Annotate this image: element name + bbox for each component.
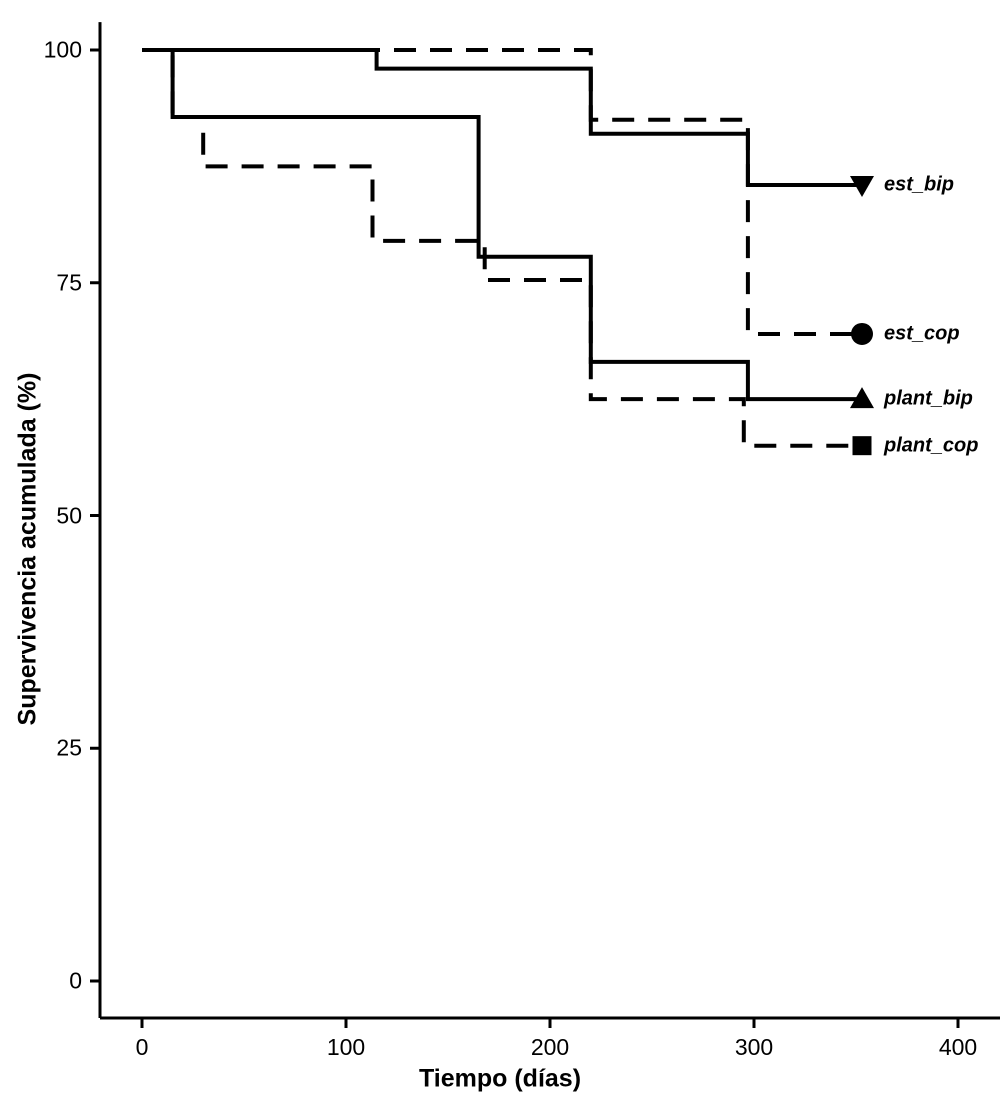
legend-marker-plant_cop <box>853 436 872 455</box>
x-tick-label: 0 <box>135 1034 149 1060</box>
series-line-plant_bip <box>142 50 860 399</box>
x-tick-label: 200 <box>530 1034 570 1060</box>
y-tick-label: 25 <box>56 734 82 761</box>
legend-label-plant_bip: plant_bip <box>884 387 973 410</box>
y-tick-label: 50 <box>56 502 82 528</box>
y-tick-label: 100 <box>43 36 82 63</box>
x-tick-label: 100 <box>326 1034 366 1060</box>
y-tick-label: 0 <box>69 967 82 994</box>
x-tick-label: 300 <box>734 1034 774 1060</box>
legend-marker-est_cop <box>851 323 873 345</box>
legend-label-est_cop: est_cop <box>884 322 960 345</box>
x-tick-label: 400 <box>938 1034 978 1060</box>
series-line-plant_cop <box>142 50 860 446</box>
y-axis-title: Supervivencia acumulada (%) <box>13 372 42 726</box>
legend-label-plant_cop: plant_cop <box>884 434 979 457</box>
y-tick-label: 75 <box>56 269 82 296</box>
series-line-est_cop <box>142 50 860 334</box>
legend-label-est_bip: est_bip <box>884 173 955 196</box>
x-axis-title: Tiempo (días) <box>418 1064 582 1093</box>
